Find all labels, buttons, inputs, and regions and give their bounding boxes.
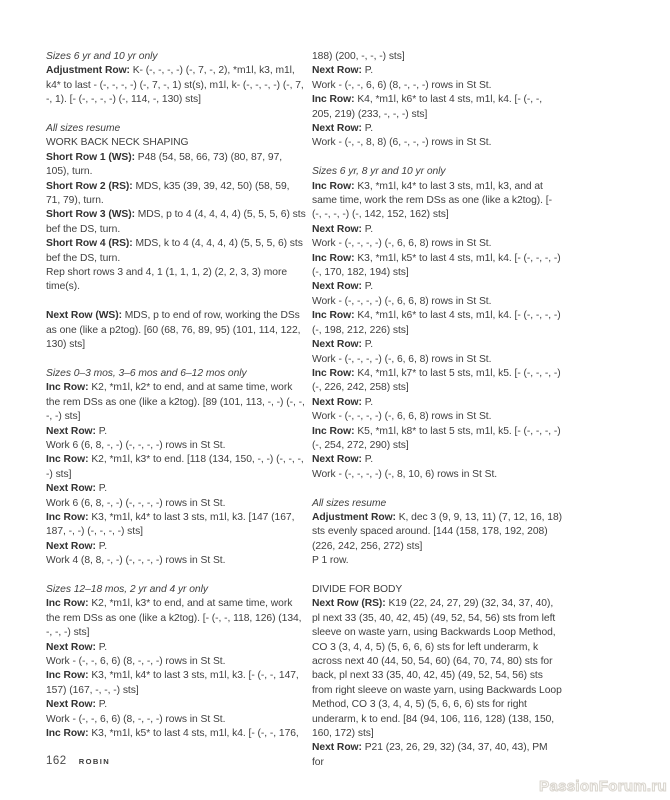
pattern-paragraph: Inc Row: K3, *m1l, k5* to last 4 sts, m1l, k4. [- (-, -, 176, [46, 728, 299, 740]
instruction-group [312, 50, 562, 151]
pattern-paragraph: Work 6 (6, 8, -, -) (-, -, -, -) rows in St St. [46, 497, 226, 509]
section-heading: DIVIDE FOR BODY [312, 583, 403, 595]
instruction-group [46, 583, 306, 741]
watermark-text: PassionForum.ru [539, 778, 667, 795]
row-label: Next Row: [46, 641, 96, 653]
pattern-paragraph: Next Row: P. [312, 223, 374, 235]
pattern-paragraph: Work - (-, -, -, -) (-, 6, 6, 8) rows in St St. [312, 411, 492, 423]
pattern-paragraph: Next Row: P. [46, 641, 108, 653]
pattern-paragraph: Next Row: P21 (23, 26, 29, 32) (34, 37, 40, 43), PM for [312, 742, 548, 768]
instruction-group [46, 50, 306, 108]
pattern-paragraph: Short Row 1 (WS): P48 (54, 58, 66, 73) (80, 87, 97, 105), turn. [46, 151, 283, 178]
pattern-paragraph: Work - (-, -, -, -) (-, 8, 10, 6) rows in St St. [312, 468, 498, 480]
row-label: Next Row: [312, 454, 362, 466]
pattern-paragraph: Work - (-, -, 6, 6) (8, -, -, -) rows in St St. [312, 79, 492, 91]
pattern-paragraph: Work - (-, -, -, -) (-, 6, 6, 8) rows in St St. [312, 238, 492, 250]
pattern-paragraph: 188) (200, -, -, -) sts] [312, 51, 405, 62]
size-heading: All sizes resume [312, 497, 387, 509]
pattern-paragraph: Next Row: P. [312, 65, 374, 77]
instruction-group [46, 122, 306, 295]
pattern-paragraph: Next Row: P. [312, 396, 374, 408]
pattern-paragraph: Inc Row: K5, *m1l, k8* to last 5 sts, m1l, k5. [- (-, -, -, -) (-, 254, 272, 290) sts] [312, 425, 561, 451]
pattern-paragraph: Next Row: P. [46, 425, 108, 437]
row-label: Inc Row: [312, 180, 355, 192]
pattern-paragraph: Next Row: P. [312, 281, 374, 293]
pattern-paragraph: Inc Row: K4, *m1l, k6* to last 4 sts, m1l, k4. [- (-, -, -, -) (-, 198, 212, 226) sts] [312, 310, 561, 336]
row-label: Inc Row: [312, 94, 355, 106]
size-heading: Sizes 0–3 mos, 3–6 mos and 6–12 mos only [46, 367, 247, 379]
row-label: Inc Row: [46, 598, 89, 610]
row-label: Next Row: [312, 223, 362, 235]
pattern-paragraph: Adjustment Row: K- (-, -, -, -) (-, 7, -, 2), *m1l, k3, m1l, k4* to last - (-, -, -, -) (-, 7, -, 1) st(s), m1l, k- (-, -, -, -) (-, 7, -, 1). [- (-, -, -, -) (-, 114, -, 130) sts] [46, 65, 304, 106]
page-number: 162 [46, 755, 67, 767]
row-label: Next Row (RS): [312, 598, 386, 610]
pattern-paragraph: Inc Row: K2, *m1l, k3* to end, and at same time, work the rem DSs as one (like a k2tog). [- (-, -, 118, 126) (134, -, -, -) sts] [46, 598, 302, 639]
size-heading: All sizes resume [46, 123, 121, 135]
row-label: Inc Row: [46, 382, 89, 394]
pattern-paragraph: Work - (-, -, 6, 6) (8, -, -, -) rows in St St. [46, 656, 226, 667]
row-label: Next Row: [46, 540, 96, 552]
row-label: Inc Row: [312, 310, 355, 322]
row-label: Short Row 3 (WS): [46, 209, 135, 221]
row-label: Next Row: [312, 742, 362, 754]
row-label: Next Row: [312, 281, 362, 293]
pattern-paragraph: Short Row 3 (WS): MDS, p to 4 (4, 4, 4, 4) (5, 5, 5, 6) sts bef the DS, turn. [46, 209, 306, 235]
pattern-paragraph: Work - (-, -, 8, 8) (6, -, -, -) rows in St St. [312, 137, 492, 149]
pattern-paragraph: Rep short rows 3 and 4, 1 (1, 1, 1, 2) (2, 2, 3, 3) more time(s). [46, 267, 288, 293]
page-footer [46, 755, 110, 767]
right-column [312, 50, 562, 770]
pattern-paragraph: Short Row 2 (RS): MDS, k35 (39, 39, 42, 50) (58, 59, 71, 79), turn. [46, 180, 290, 207]
size-heading: Sizes 6 yr and 10 yr only [46, 51, 158, 62]
pattern-page-body [46, 50, 562, 770]
pattern-paragraph: Inc Row: K3, *m1l, k4* to last 3 sts, m1l, k3. [147 (167, 187, -, -) (-, -, -, -) sts] [46, 511, 295, 538]
section-heading: WORK BACK NECK SHAPING [46, 137, 189, 149]
row-label: Adjustment Row: [312, 511, 396, 523]
size-heading: Sizes 12–18 mos, 2 yr and 4 yr only [46, 583, 208, 595]
row-label: Next Row: [46, 425, 96, 437]
instruction-group [46, 309, 306, 352]
pattern-paragraph: Short Row 4 (RS): MDS, k to 4 (4, 4, 4, 4) (5, 5, 5, 6) sts bef the DS, turn. [46, 238, 303, 264]
row-label: Inc Row: [46, 728, 89, 740]
pattern-paragraph: Work - (-, -, -, -) (-, 6, 6, 8) rows in St St. [312, 295, 492, 307]
row-label: Short Row 2 (RS): [46, 180, 133, 192]
row-label: Next Row: [312, 123, 362, 135]
pattern-paragraph: P 1 row. [312, 555, 349, 567]
left-column [46, 50, 306, 770]
row-label: Inc Row: [312, 425, 355, 437]
pattern-paragraph: Adjustment Row: K, dec 3 (9, 9, 13, 11) (7, 12, 16, 18) sts evenly spaced around. [144 (158, 178, 192, 208) (226, 242, 256, 272) sts] [312, 511, 563, 552]
pattern-paragraph: Inc Row: K4, *m1l, k7* to last 5 sts, m1l, k5. [- (-, -, -, -) (-, 226, 242, 258) sts] [312, 367, 561, 394]
instruction-group [312, 165, 562, 482]
row-label: Next Row: [312, 339, 362, 351]
row-label: Inc Row: [312, 367, 355, 379]
pattern-paragraph: Next Row (WS): MDS, p to end of row, working the DSs as one (like a p2tog). [60 (68, 76, 89, 95) (101, 114, 122, 130) sts] [46, 310, 301, 351]
pattern-paragraph: Next Row: P. [46, 699, 108, 711]
pattern-paragraph: Inc Row: K3, *m1l, k4* to last 3 sts, m1l, k3, and at same time, work the rem DSs as one (like a k2tog). [- (-, -, -, -) (-, 142, 152, 162) sts] [312, 180, 552, 221]
row-label: Next Row: [46, 699, 96, 711]
pattern-paragraph: Next Row (RS): K19 (22, 24, 27, 29) (32, 34, 37, 40), pl next 33 (35, 40, 42, 45) (49, 52, 54, 56) sts from left sleeve on waste yarn, using Backwards Loop Method, CO 3 (3, 4, 4, 5) (5, 6, 6, 6) sts for left underarm, k across next 40 (44, 50, 54, 60) (64, 70, 74, 80) sts for back, pl next 33 (35, 40, 42, 45) (49, 52, 54, 56) sts from right sleeve on waste yarn, using Backwards Loop Method, CO 3 (3, 4, 4, 5) (5, 6, 6, 6) sts for right underarm, k to end. [84 (94, 106, 116, 128) (138, 150, 160, 172) sts] [312, 598, 562, 740]
instruction-group [312, 583, 562, 770]
pattern-paragraph: Next Row: P. [312, 454, 374, 466]
pattern-paragraph: Next Row: P. [312, 123, 374, 135]
row-label: Next Row: [46, 483, 96, 495]
row-label: Next Row: [312, 65, 362, 77]
row-label: Inc Row: [312, 252, 355, 264]
row-label: Next Row (WS): [46, 310, 122, 322]
row-label: Inc Row: [46, 670, 89, 682]
pattern-paragraph: Work 4 (8, 8, -, -) (-, -, -, -) rows in St St. [46, 555, 226, 567]
row-label: Short Row 4 (RS): [46, 238, 133, 250]
pattern-paragraph: Next Row: P. [312, 339, 374, 351]
pattern-paragraph: Next Row: P. [46, 540, 108, 552]
row-label: Short Row 1 (WS): [46, 151, 135, 163]
row-label: Adjustment Row: [46, 65, 130, 77]
pattern-paragraph: Next Row: P. [46, 483, 108, 495]
size-heading: Sizes 6 yr, 8 yr and 10 yr only [312, 166, 446, 178]
row-label: Inc Row: [46, 454, 89, 466]
pattern-paragraph: Work - (-, -, -, -) (-, 6, 6, 8) rows in St St. [312, 353, 492, 365]
row-label: Next Row: [312, 396, 362, 408]
pattern-paragraph: Work - (-, -, 6, 6) (8, -, -, -) rows in St St. [46, 713, 226, 725]
pattern-paragraph: Inc Row: K2, *m1l, k2* to end, and at same time, work the rem DSs as one (like a k2tog). [89 (101, 113, -, -) (-, -, -, -) sts] [46, 382, 305, 423]
pattern-paragraph: Work 6 (6, 8, -, -) (-, -, -, -) rows in St St. [46, 439, 226, 451]
pattern-paragraph: Inc Row: K3, *m1l, k5* to last 4 sts, m1l, k4. [- (-, -, -, -) (-, 170, 182, 194) sts] [312, 252, 561, 279]
row-label: Inc Row: [46, 511, 89, 523]
pattern-paragraph: Inc Row: K2, *m1l, k3* to end. [118 (134, 150, -, -) (-, -, -, -) sts] [46, 454, 304, 480]
instruction-group [312, 497, 562, 569]
pattern-paragraph: Inc Row: K3, *m1l, k4* to last 3 sts, m1l, k3. [- (-, -, 147, 157) (167, -, -, -) sts] [46, 670, 299, 696]
pattern-paragraph: Inc Row: K4, *m1l, k6* to last 4 sts, m1l, k4. [- (-, -, 205, 219) (233, -, -, -) sts] [312, 94, 543, 120]
running-title: ROBIN [78, 757, 111, 766]
instruction-group [46, 367, 306, 569]
